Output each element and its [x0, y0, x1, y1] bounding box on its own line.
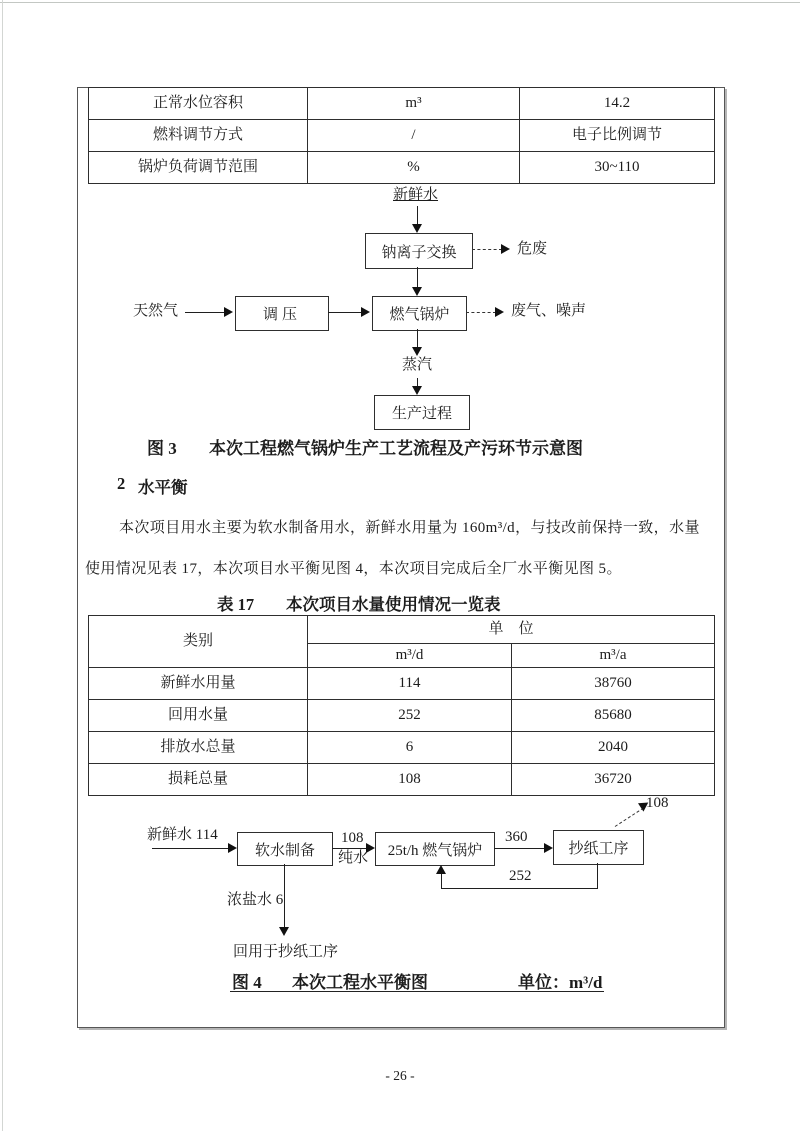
spec-param: 正常水位容积 — [89, 88, 308, 120]
flow-line — [185, 312, 225, 313]
flow-line — [417, 329, 418, 348]
soft-water-prep-box: 软水制备 — [237, 832, 333, 866]
row-category: 损耗总量 — [89, 764, 308, 796]
paper-process-box: 抄纸工序 — [553, 830, 644, 865]
brine-label: 浓盐水 6 — [227, 892, 284, 908]
row-per-day: 252 — [308, 700, 512, 732]
dashed-flow-line — [472, 249, 502, 250]
header-unit-per-year: m³/a — [512, 644, 715, 668]
spec-value: 30~110 — [520, 152, 715, 184]
arrowhead-down-icon — [279, 927, 289, 936]
table-row — [89, 764, 715, 796]
page-edge-line-left — [2, 0, 3, 1131]
steam-label: 蒸汽 — [402, 357, 433, 373]
paragraph-line: 本次项目用水主要为软水制备用水，新鲜水用量为 160m³/d，与技改前保持一致，水量 — [119, 520, 700, 536]
figure4-caption — [230, 967, 604, 992]
arrowhead-down-icon — [412, 287, 422, 296]
spec-value: 14.2 — [520, 88, 715, 120]
section-number: 2 — [117, 474, 126, 493]
arrowhead-right-icon — [495, 307, 504, 317]
row-per-year: 38760 — [512, 668, 715, 700]
arrowhead-right-icon — [366, 843, 375, 853]
na-ion-exchange-box: 钠离子交换 — [365, 233, 473, 269]
reuse-note-label: 回用于抄纸工序 — [233, 944, 339, 960]
figure4-caption-label: 图 4 — [232, 973, 262, 992]
table-row — [89, 120, 715, 152]
spec-unit: / — [308, 120, 520, 152]
flow-line — [494, 848, 545, 849]
spec-param: 燃料调节方式 — [89, 120, 308, 152]
return-line — [441, 874, 442, 888]
table17-title-label: 表 17 — [217, 595, 255, 614]
pressure-regulation-box: 调压 — [235, 296, 329, 331]
paragraph-line: 使用情况见表 17，本次项目水平衡见图 4，本次项目完成后全厂水平衡见图 5。 — [85, 561, 622, 577]
arrowhead-right-icon — [501, 244, 510, 254]
flow-line — [417, 267, 418, 287]
row-category: 回用水量 — [89, 700, 308, 732]
figure3-caption-text: 本次工程燃气锅炉生产工艺流程及产污环节示意图 — [209, 439, 583, 458]
row-category: 排放水总量 — [89, 732, 308, 764]
arrowhead-down-icon — [412, 224, 422, 233]
dashed-flow-line — [466, 312, 496, 313]
header-unit-group: 单 位 — [308, 616, 715, 644]
spec-unit: m³ — [308, 88, 520, 120]
row-per-day: 6 — [308, 732, 512, 764]
flow-line — [417, 206, 418, 225]
arrowhead-right-icon — [544, 843, 553, 853]
arrowhead-right-icon — [228, 843, 237, 853]
spec-unit: % — [308, 152, 520, 184]
return-line — [441, 888, 598, 889]
flow-line — [332, 848, 367, 849]
row-per-year: 36720 — [512, 764, 715, 796]
return-line — [597, 863, 598, 888]
row-per-year: 2040 — [512, 732, 715, 764]
header-unit-per-day: m³/d — [308, 644, 512, 668]
gas-boiler-box: 燃气锅炉 — [372, 296, 467, 331]
production-process-box: 生产过程 — [374, 395, 470, 430]
flow-to-paper-value: 360 — [505, 829, 528, 845]
table17-title-text: 本次项目水量使用情况一览表 — [286, 595, 501, 614]
figure3-caption-label: 图 3 — [147, 439, 177, 458]
figure4-caption-unit: 单位：m³/d — [518, 973, 603, 992]
row-per-day: 108 — [308, 764, 512, 796]
table-row — [89, 152, 715, 184]
fresh-water-label: 新鲜水 — [393, 187, 439, 203]
page-number: - 26 - — [385, 1068, 415, 1083]
flow-pure-value: 108 — [341, 830, 364, 846]
table-row — [89, 732, 715, 764]
flow-return-value: 252 — [509, 868, 532, 884]
spec-param: 锅炉负荷调节范围 — [89, 152, 308, 184]
flow-out-value: 108 — [646, 795, 669, 811]
figure4-caption-text: 本次工程水平衡图 — [292, 973, 428, 992]
boiler-spec-table — [88, 87, 715, 184]
flow-line — [284, 864, 285, 928]
row-category: 新鲜水用量 — [89, 668, 308, 700]
flow-line — [152, 848, 229, 849]
table-row — [89, 88, 715, 120]
table-row — [89, 700, 715, 732]
arrowhead-down-icon — [412, 386, 422, 395]
section-title: 水平衡 — [138, 478, 188, 497]
arrowhead-down-icon — [412, 347, 422, 356]
flow-line — [328, 312, 362, 313]
spec-value: 电子比例调节 — [520, 120, 715, 152]
table-header-row — [89, 616, 715, 644]
natural-gas-label: 天然气 — [133, 303, 179, 319]
boiler-box: 25t/h 燃气锅炉 — [375, 832, 495, 866]
page-edge-line-top — [0, 2, 800, 3]
row-per-year: 85680 — [512, 700, 715, 732]
arrowhead-up-icon — [436, 865, 446, 874]
table-row — [89, 668, 715, 700]
fresh-water-in-label: 新鲜水 114 — [147, 827, 218, 843]
header-category: 类别 — [89, 616, 308, 668]
hazardous-waste-label: 危废 — [517, 241, 548, 257]
waste-gas-noise-label: 废气、噪声 — [511, 303, 587, 319]
water-usage-table — [88, 615, 715, 796]
flow-pure-label: 纯水 — [338, 850, 369, 866]
row-per-day: 114 — [308, 668, 512, 700]
arrowhead-right-icon — [361, 307, 370, 317]
arrowhead-right-icon — [224, 307, 233, 317]
